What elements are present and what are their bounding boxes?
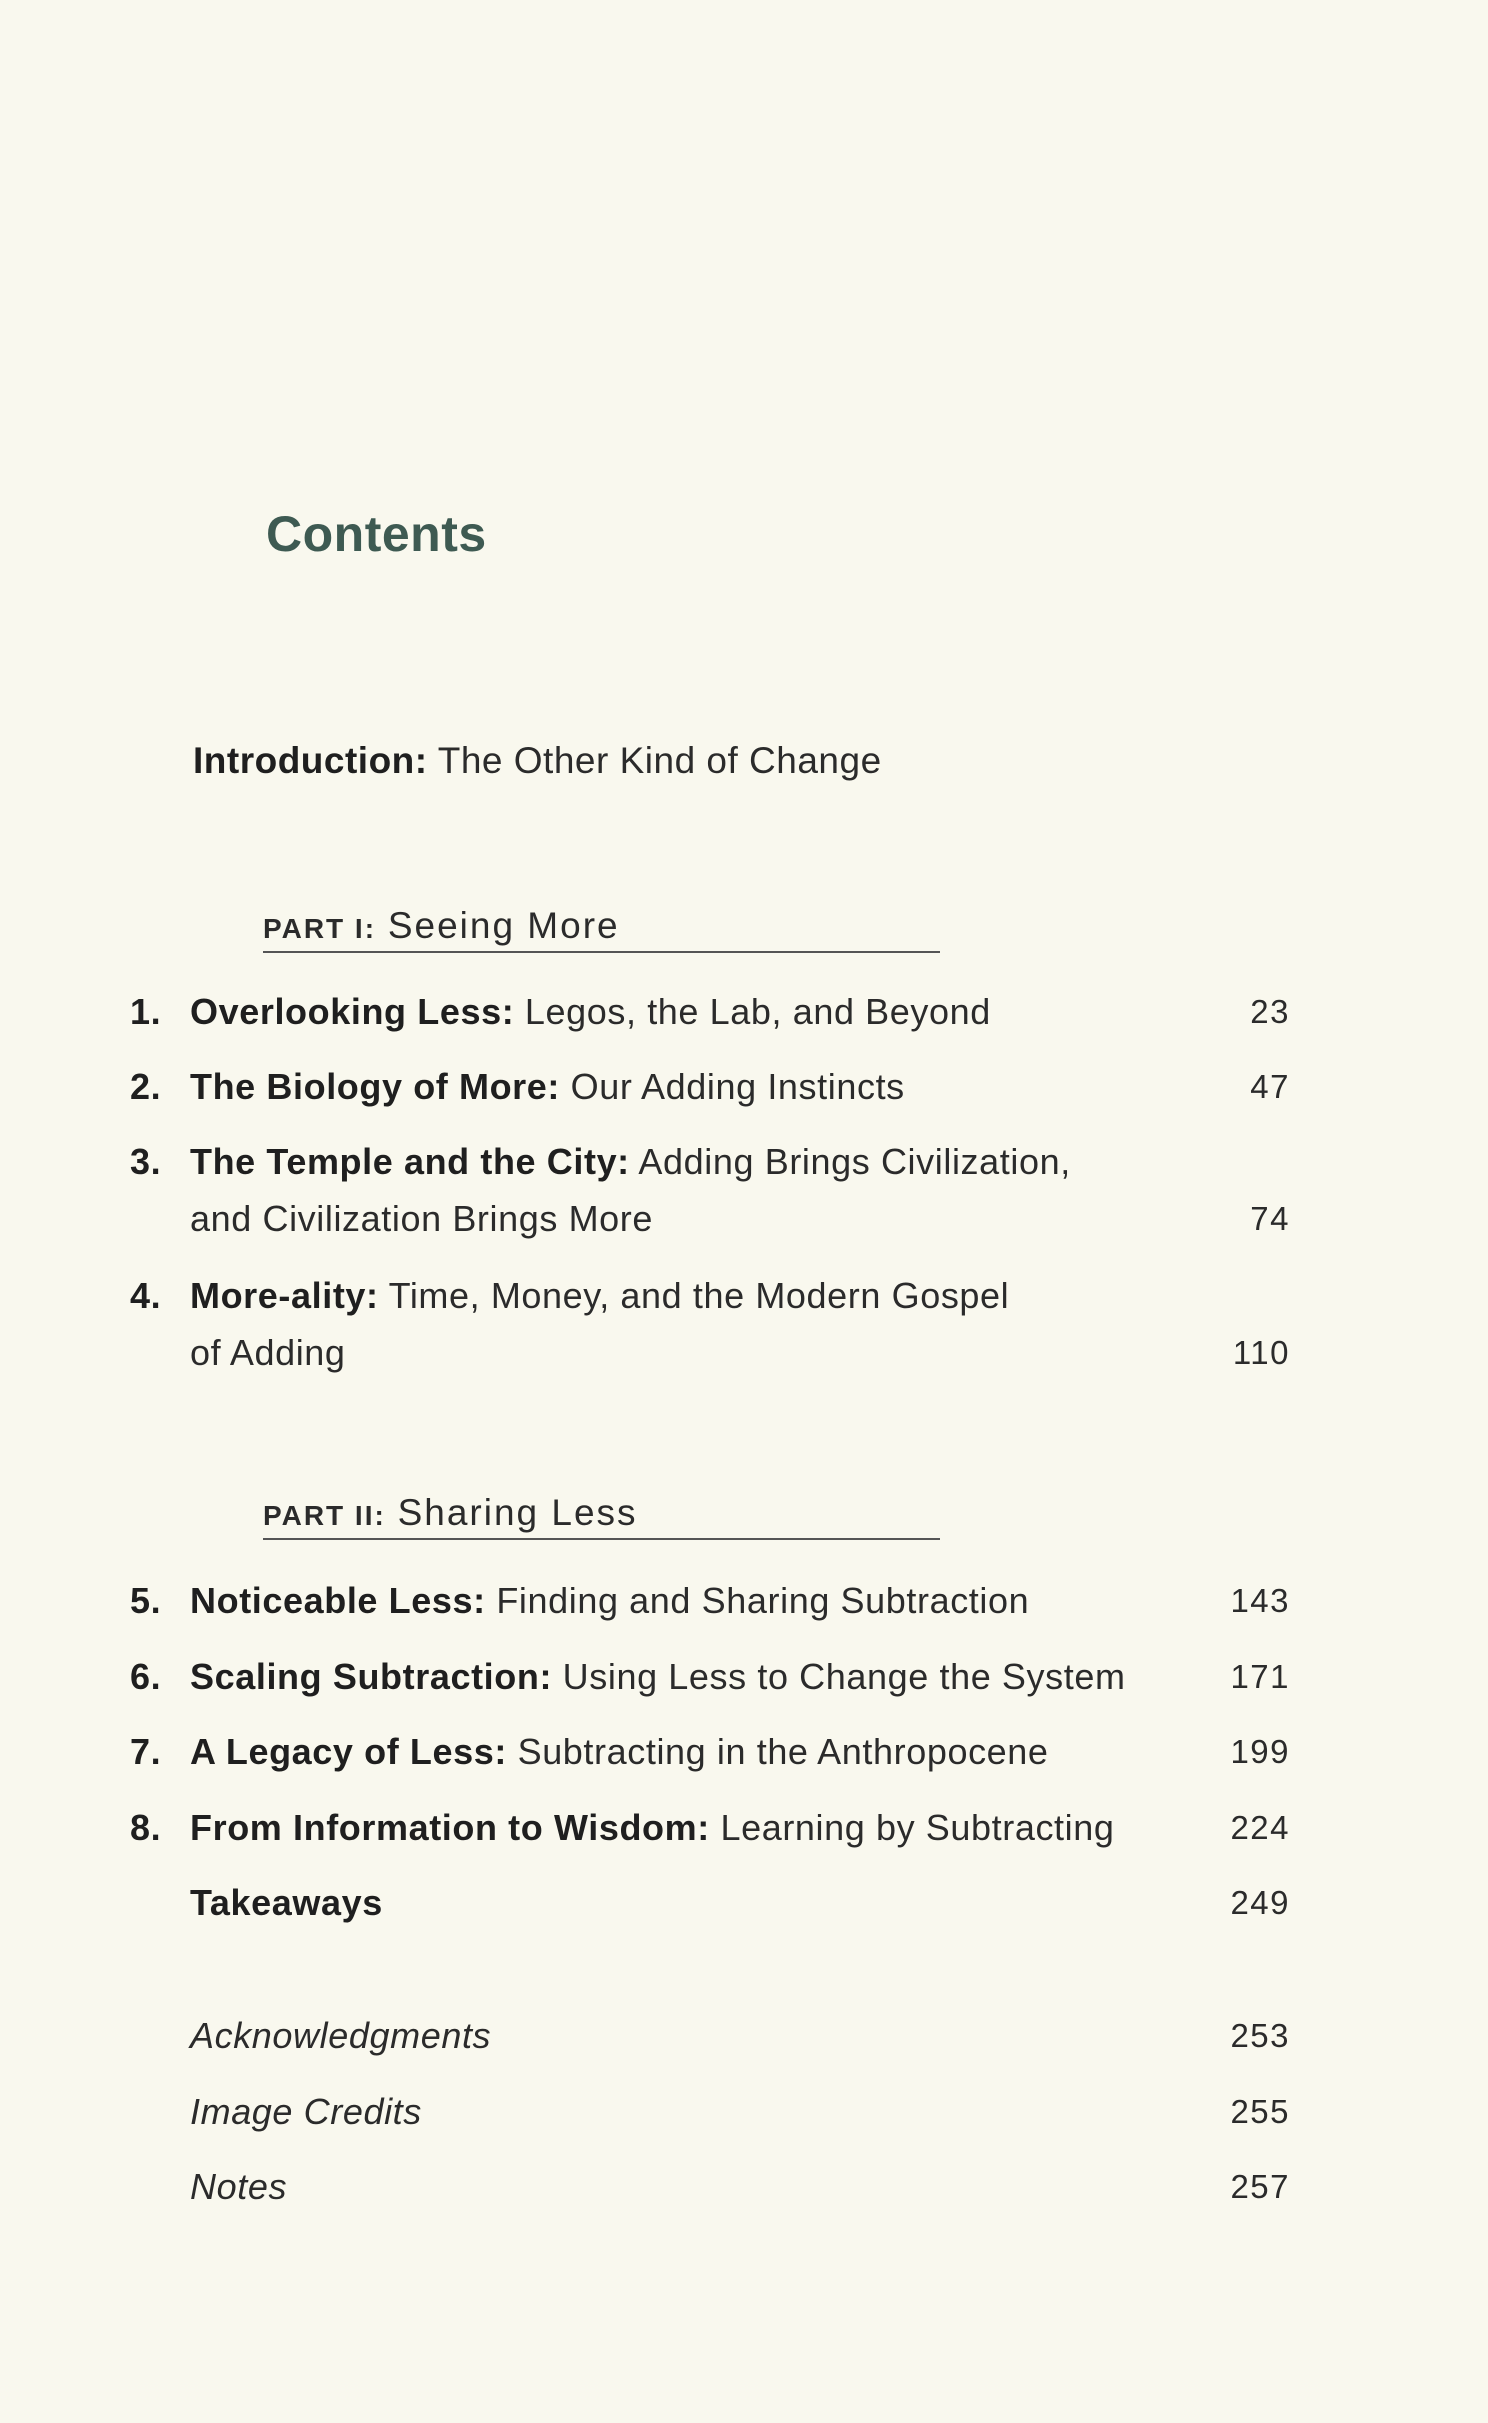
chapter-subtitle: Our Adding Instincts <box>570 1066 905 1107</box>
toc-entry-chapter-1[interactable] <box>130 983 1290 1040</box>
page-number: 257 <box>1230 2168 1290 2205</box>
chapter-number: 3. <box>130 1141 162 1182</box>
introduction-entry[interactable] <box>193 740 882 782</box>
chapter-subtitle-continued: of Adding <box>190 1332 346 1373</box>
introduction-text: The Other Kind of Change <box>437 740 882 781</box>
page-number: 249 <box>1230 1884 1290 1921</box>
chapter-title: Scaling Subtraction: <box>190 1656 553 1697</box>
chapter-number: 1. <box>130 991 162 1032</box>
page-number: 253 <box>1230 2017 1290 2054</box>
chapter-title: Noticeable Less: <box>190 1580 486 1621</box>
chapter-subtitle: Subtracting in the Anthropocene <box>517 1731 1049 1772</box>
toc-entry-chapter-7[interactable] <box>130 1723 1290 1780</box>
toc-entry-chapter-5[interactable] <box>130 1572 1290 1629</box>
toc-entry-chapter-2[interactable] <box>130 1058 1290 1115</box>
page-number: 224 <box>1230 1809 1290 1846</box>
chapter-subtitle: Learning by Subtracting <box>720 1807 1115 1848</box>
chapter-title: Overlooking Less: <box>190 991 515 1032</box>
chapter-subtitle: Legos, the Lab, and Beyond <box>524 991 991 1032</box>
page-number: 171 <box>1230 1658 1290 1695</box>
page-number: 143 <box>1230 1582 1290 1619</box>
page-number: 23 <box>1250 993 1290 1030</box>
chapter-subtitle: Using Less to Change the System <box>562 1656 1126 1697</box>
page-number: 110 <box>1232 1334 1290 1371</box>
takeaways-title: Takeaways <box>190 1882 383 1923</box>
part-heading-1 <box>263 905 940 953</box>
part-label: PART I: <box>263 913 377 944</box>
chapter-number: 8. <box>130 1807 162 1848</box>
backmatter-title: Image Credits <box>190 2091 422 2132</box>
chapter-title: From Information to Wisdom: <box>190 1807 710 1848</box>
chapter-title: A Legacy of Less: <box>190 1731 507 1772</box>
chapter-title: The Biology of More: <box>190 1066 560 1107</box>
chapter-number: 4. <box>130 1275 162 1316</box>
chapter-subtitle-continued: and Civilization Brings More <box>190 1198 653 1239</box>
page-number: 74 <box>1250 1200 1290 1237</box>
part-name: Sharing Less <box>397 1492 638 1533</box>
part-name: Seeing More <box>387 905 620 946</box>
toc-entry-image-credits[interactable] <box>130 2083 1290 2140</box>
toc-entry-chapter-8[interactable] <box>130 1799 1290 1856</box>
toc-entry-chapter-3[interactable] <box>130 1133 1290 1247</box>
part-label: PART II: <box>263 1500 386 1531</box>
backmatter-title: Notes <box>190 2166 288 2207</box>
page-number: 199 <box>1230 1733 1290 1770</box>
page-number: 255 <box>1230 2093 1290 2130</box>
introduction-label: Introduction: <box>193 740 428 781</box>
chapter-subtitle: Finding and Sharing Subtraction <box>496 1580 1030 1621</box>
chapter-number: 5. <box>130 1580 162 1621</box>
page-number: 47 <box>1250 1068 1290 1105</box>
chapter-number: 2. <box>130 1066 162 1107</box>
toc-entry-takeaways[interactable] <box>130 1874 1290 1931</box>
chapter-title: The Temple and the City: <box>190 1141 630 1182</box>
chapter-number: 7. <box>130 1731 162 1772</box>
part-heading-2 <box>263 1492 940 1540</box>
backmatter-title: Acknowledgments <box>190 2015 492 2056</box>
toc-entry-notes[interactable] <box>130 2158 1290 2215</box>
toc-entry-chapter-4[interactable] <box>130 1267 1290 1381</box>
page-title: Contents <box>266 506 487 562</box>
chapter-number: 6. <box>130 1656 162 1697</box>
toc-entry-chapter-6[interactable] <box>130 1648 1290 1705</box>
chapter-subtitle: Adding Brings Civilization, <box>638 1141 1071 1182</box>
toc-entry-acknowledgments[interactable] <box>130 2007 1290 2064</box>
chapter-subtitle: Time, Money, and the Modern Gospel <box>388 1275 1010 1316</box>
chapter-title: More-ality: <box>190 1275 379 1316</box>
